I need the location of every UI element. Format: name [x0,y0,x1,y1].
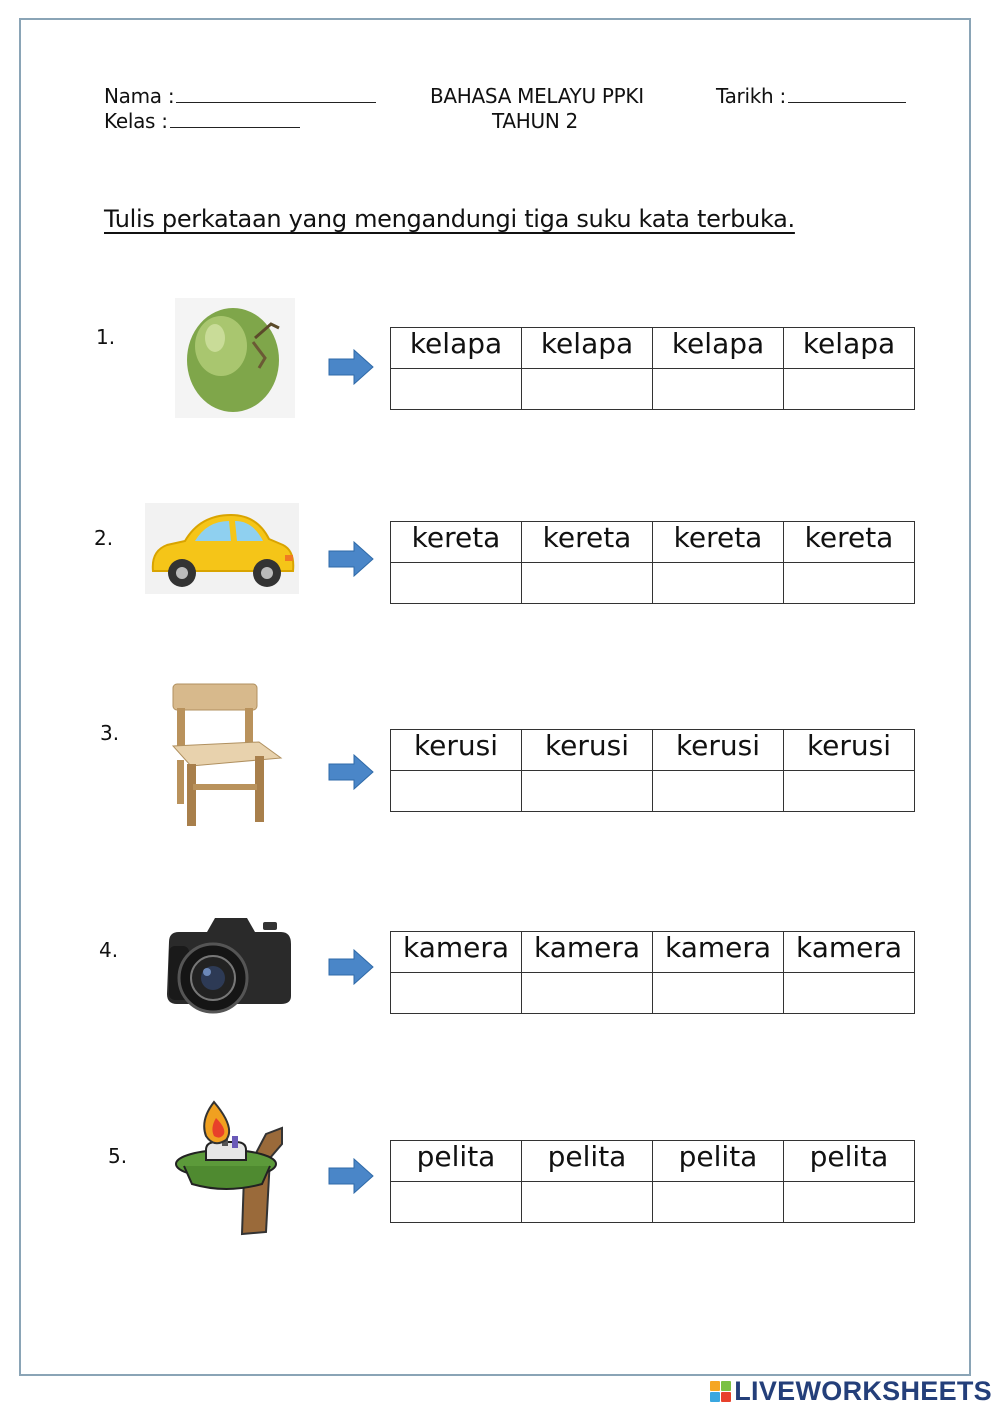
word-cell[interactable]: pelita [784,1141,915,1182]
answer-cell[interactable] [653,771,784,812]
answer-cell[interactable] [391,563,522,604]
answer-cell[interactable] [784,1182,915,1223]
oil-lamp-icon [170,1098,290,1236]
answer-cell[interactable] [391,771,522,812]
answer-cell[interactable] [522,1182,653,1223]
liveworksheets-logo-icon [710,1381,731,1402]
answer-cell[interactable] [522,973,653,1014]
instruction: Tulis perkataan yang mengandungi tiga suku kata terbuka. [104,205,795,233]
arrow-right-icon [328,754,374,790]
word-cell[interactable]: kereta [653,522,784,563]
arrow-right-icon [328,349,374,385]
word-cell[interactable]: pelita [391,1141,522,1182]
question-number: 5. [108,1144,128,1168]
word-table [390,729,915,812]
kelas-label: Kelas : [104,109,168,133]
word-cell[interactable]: kelapa [522,328,653,369]
answer-cell[interactable] [391,973,522,1014]
word-cell[interactable]: kamera [784,932,915,973]
word-cell[interactable]: kelapa [784,328,915,369]
answer-cell[interactable] [522,771,653,812]
word-cell[interactable]: kereta [784,522,915,563]
answer-cell[interactable] [784,563,915,604]
word-cell[interactable]: kamera [653,932,784,973]
word-cell[interactable]: kerusi [391,730,522,771]
brand-name: LIVEWORKSHEETS [734,1376,992,1406]
word-cell[interactable]: kamera [391,932,522,973]
answer-cell[interactable] [653,563,784,604]
car-icon [145,503,299,594]
word-cell[interactable]: kerusi [522,730,653,771]
class-field [104,109,300,133]
tarikh-blank[interactable] [788,88,906,103]
arrow-right-icon [328,541,374,577]
nama-blank[interactable] [176,88,376,103]
answer-cell[interactable] [653,369,784,410]
word-cell[interactable]: pelita [653,1141,784,1182]
word-table [390,931,915,1014]
word-cell[interactable]: kamera [522,932,653,973]
camera-icon [163,912,293,1016]
answer-cell[interactable] [653,1182,784,1223]
word-cell[interactable]: pelita [522,1141,653,1182]
word-cell[interactable]: kelapa [653,328,784,369]
word-table [390,327,915,410]
tarikh-label: Tarikh : [716,84,786,108]
answer-cell[interactable] [784,369,915,410]
answer-cell[interactable] [391,1182,522,1223]
answer-cell[interactable] [784,771,915,812]
word-table [390,521,915,604]
chair-icon [165,680,285,832]
arrow-right-icon [328,1158,374,1194]
subject-title: BAHASA MELAYU PPKI [430,84,644,108]
year-title: TAHUN 2 [492,109,578,133]
answer-cell[interactable] [522,563,653,604]
word-cell[interactable]: kereta [391,522,522,563]
coconut-icon [175,298,295,418]
question-number: 2. [94,526,114,550]
answer-cell[interactable] [653,973,784,1014]
question-number: 4. [99,938,119,962]
name-field [104,84,376,108]
arrow-right-icon [328,949,374,985]
kelas-blank[interactable] [170,113,300,128]
question-number: 3. [100,721,120,745]
word-cell[interactable]: kerusi [784,730,915,771]
word-cell[interactable]: kerusi [653,730,784,771]
question-number: 1. [96,325,116,349]
word-cell[interactable]: kereta [522,522,653,563]
date-field [716,84,906,108]
answer-cell[interactable] [784,973,915,1014]
answer-cell[interactable] [522,369,653,410]
nama-label: Nama : [104,84,175,108]
word-table [390,1140,915,1223]
liveworksheets-brand [710,1376,992,1407]
answer-cell[interactable] [391,369,522,410]
word-cell[interactable]: kelapa [391,328,522,369]
